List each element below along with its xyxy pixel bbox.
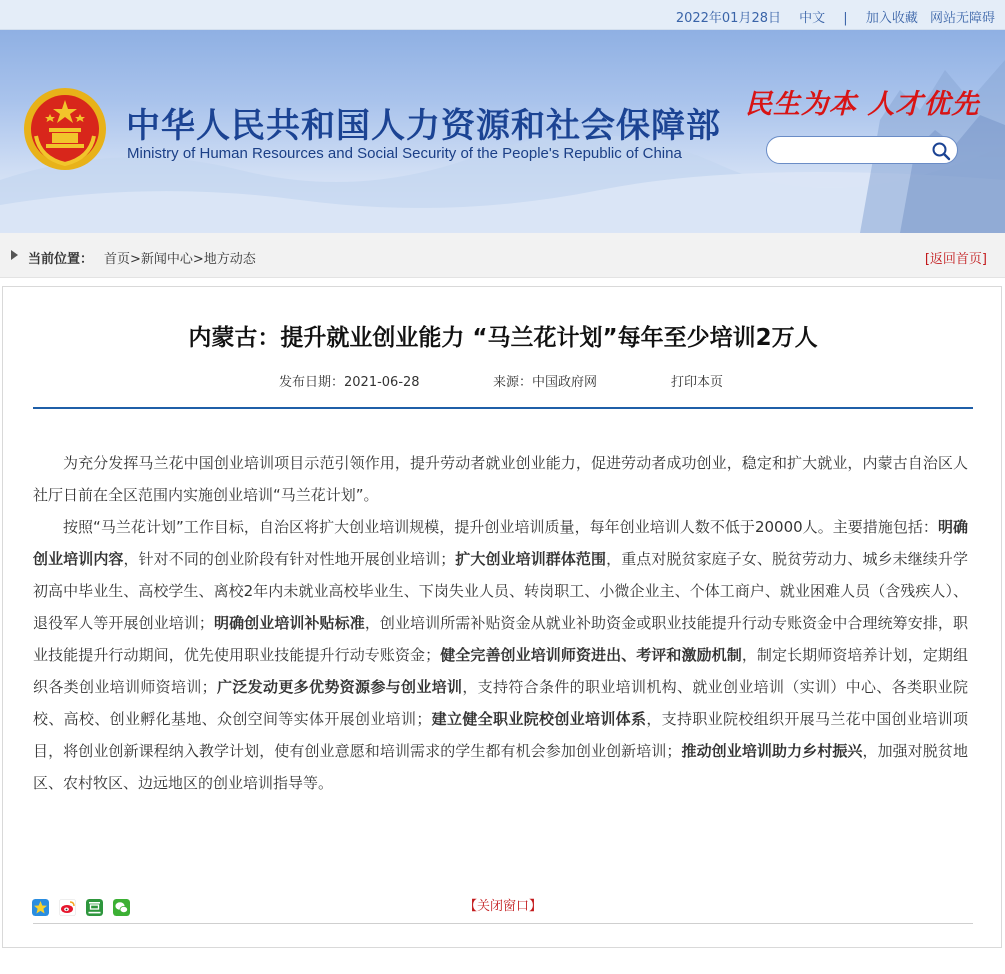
top-bar <box>0 0 1005 30</box>
breadcrumb-bar <box>0 233 1005 278</box>
article-title: 内蒙古：提升就业创业能力 “马兰花计划”每年至少培训2万人 <box>188 325 818 351</box>
title-divider <box>33 407 973 409</box>
site-slogan: 民生为本 人才优先 <box>745 89 980 120</box>
top-links <box>676 7 995 26</box>
close-window-container <box>3 895 1003 914</box>
paragraph-text: ，针对不同的创业阶段有针对性地开展创业培训； <box>123 550 456 568</box>
accessibility-link[interactable]: 网站无障碍 <box>929 11 995 26</box>
key-measure: 明确创业培训内容 <box>33 518 968 568</box>
site-title-english: Ministry of Human Resources and Social Security of the People's Republic of China <box>127 145 682 162</box>
search-box <box>766 136 958 164</box>
caret-right-icon <box>11 250 18 260</box>
back-home-link[interactable]: [返回首页] <box>924 252 987 267</box>
key-measure: 健全完善创业培训师资进出、考评和激励机制 <box>440 646 742 664</box>
search-input[interactable] <box>777 140 927 160</box>
link-separator: | <box>843 11 848 26</box>
paragraph-text: ，支持符合条件的职业培训机构、就业创业培训（实训）中心、各类职业院校、高校、创业孵化基地、众创空间等实体开展创业培训； <box>33 678 968 728</box>
site-title-chinese: 中华人民共和国人力资源和社会保障部 <box>126 106 721 146</box>
key-measure: 推动创业培训助力乡村振兴 <box>681 742 863 760</box>
paragraph-text: ，创业培训所需补贴资金从就业补助资金或职业技能提升行动专账资金中合理统筹安排，职业技能提升行动期间，优先使用职业技能提升行动专账资金； <box>33 614 968 664</box>
search-icon[interactable] <box>931 141 951 161</box>
article-body <box>33 447 968 799</box>
article-paragraph-2 <box>33 511 968 799</box>
paragraph-text: ，重点对脱贫家庭子女、脱贫劳动力、城乡未继续升学初高中毕业生、高校学生、离校2年内未就业高校毕业生、下岗失业人员、转岗职工、小微企业主、个体工商户、就业困难人员（含残疾人）、退役军人等开展创业培训； <box>33 550 968 632</box>
breadcrumb[interactable]: 首页>新闻中心>地方动态 <box>104 252 256 267</box>
current-date: 2022年01月28日 <box>675 11 781 26</box>
close-window-button[interactable]: 【关闭窗口】 <box>463 899 542 914</box>
paragraph-text: ，制定长期师资培养计划，定期组织各类创业培训师资培训； <box>33 646 968 696</box>
article-container <box>2 286 1002 948</box>
key-measure: 明确创业培训补贴标准 <box>213 614 365 632</box>
article-source: 来源：中国政府网 <box>493 375 598 390</box>
bottom-divider <box>33 923 973 924</box>
print-page-link[interactable]: 打印本页 <box>671 375 724 390</box>
article-paragraph-1: 为充分发挥马兰花中国创业培训项目示范引领作用，提升劳动者就业创业能力，促进劳动者成功创业，稳定和扩大就业，内蒙古自治区人社厅日前在全区范围内实施创业培训“马兰花计划”。 <box>33 454 968 504</box>
paragraph-text: ，支持职业院校组织开展马兰花中国创业培训项目，将创业创新课程纳入教学计划，使有创业意愿和培训需求的学生都有机会参加创业创新培训； <box>33 710 968 760</box>
publish-date: 发布日期：2021-06-28 <box>279 375 420 390</box>
breadcrumb-label: 当前位置： <box>28 252 94 267</box>
key-measure: 广泛发动更多优势资源参与创业培训 <box>216 678 463 696</box>
key-measure: 扩大创业培训群体范围 <box>455 550 607 568</box>
national-emblem-icon <box>22 86 108 172</box>
language-link[interactable]: 中文 <box>799 11 826 26</box>
paragraph-text: ，加强对脱贫地区、农村牧区、边远地区的创业培训指导等。 <box>33 742 968 792</box>
key-measure: 建立健全职业院校创业培训体系 <box>431 710 647 728</box>
add-favorite-link[interactable]: 加入收藏 <box>865 11 918 26</box>
site-header <box>0 30 1005 233</box>
paragraph-text: 按照“马兰花计划”工作目标，自治区将扩大创业培训规模，提升创业培训质量，每年创业培训人数不低于20000人。主要措施包括： <box>63 518 938 536</box>
